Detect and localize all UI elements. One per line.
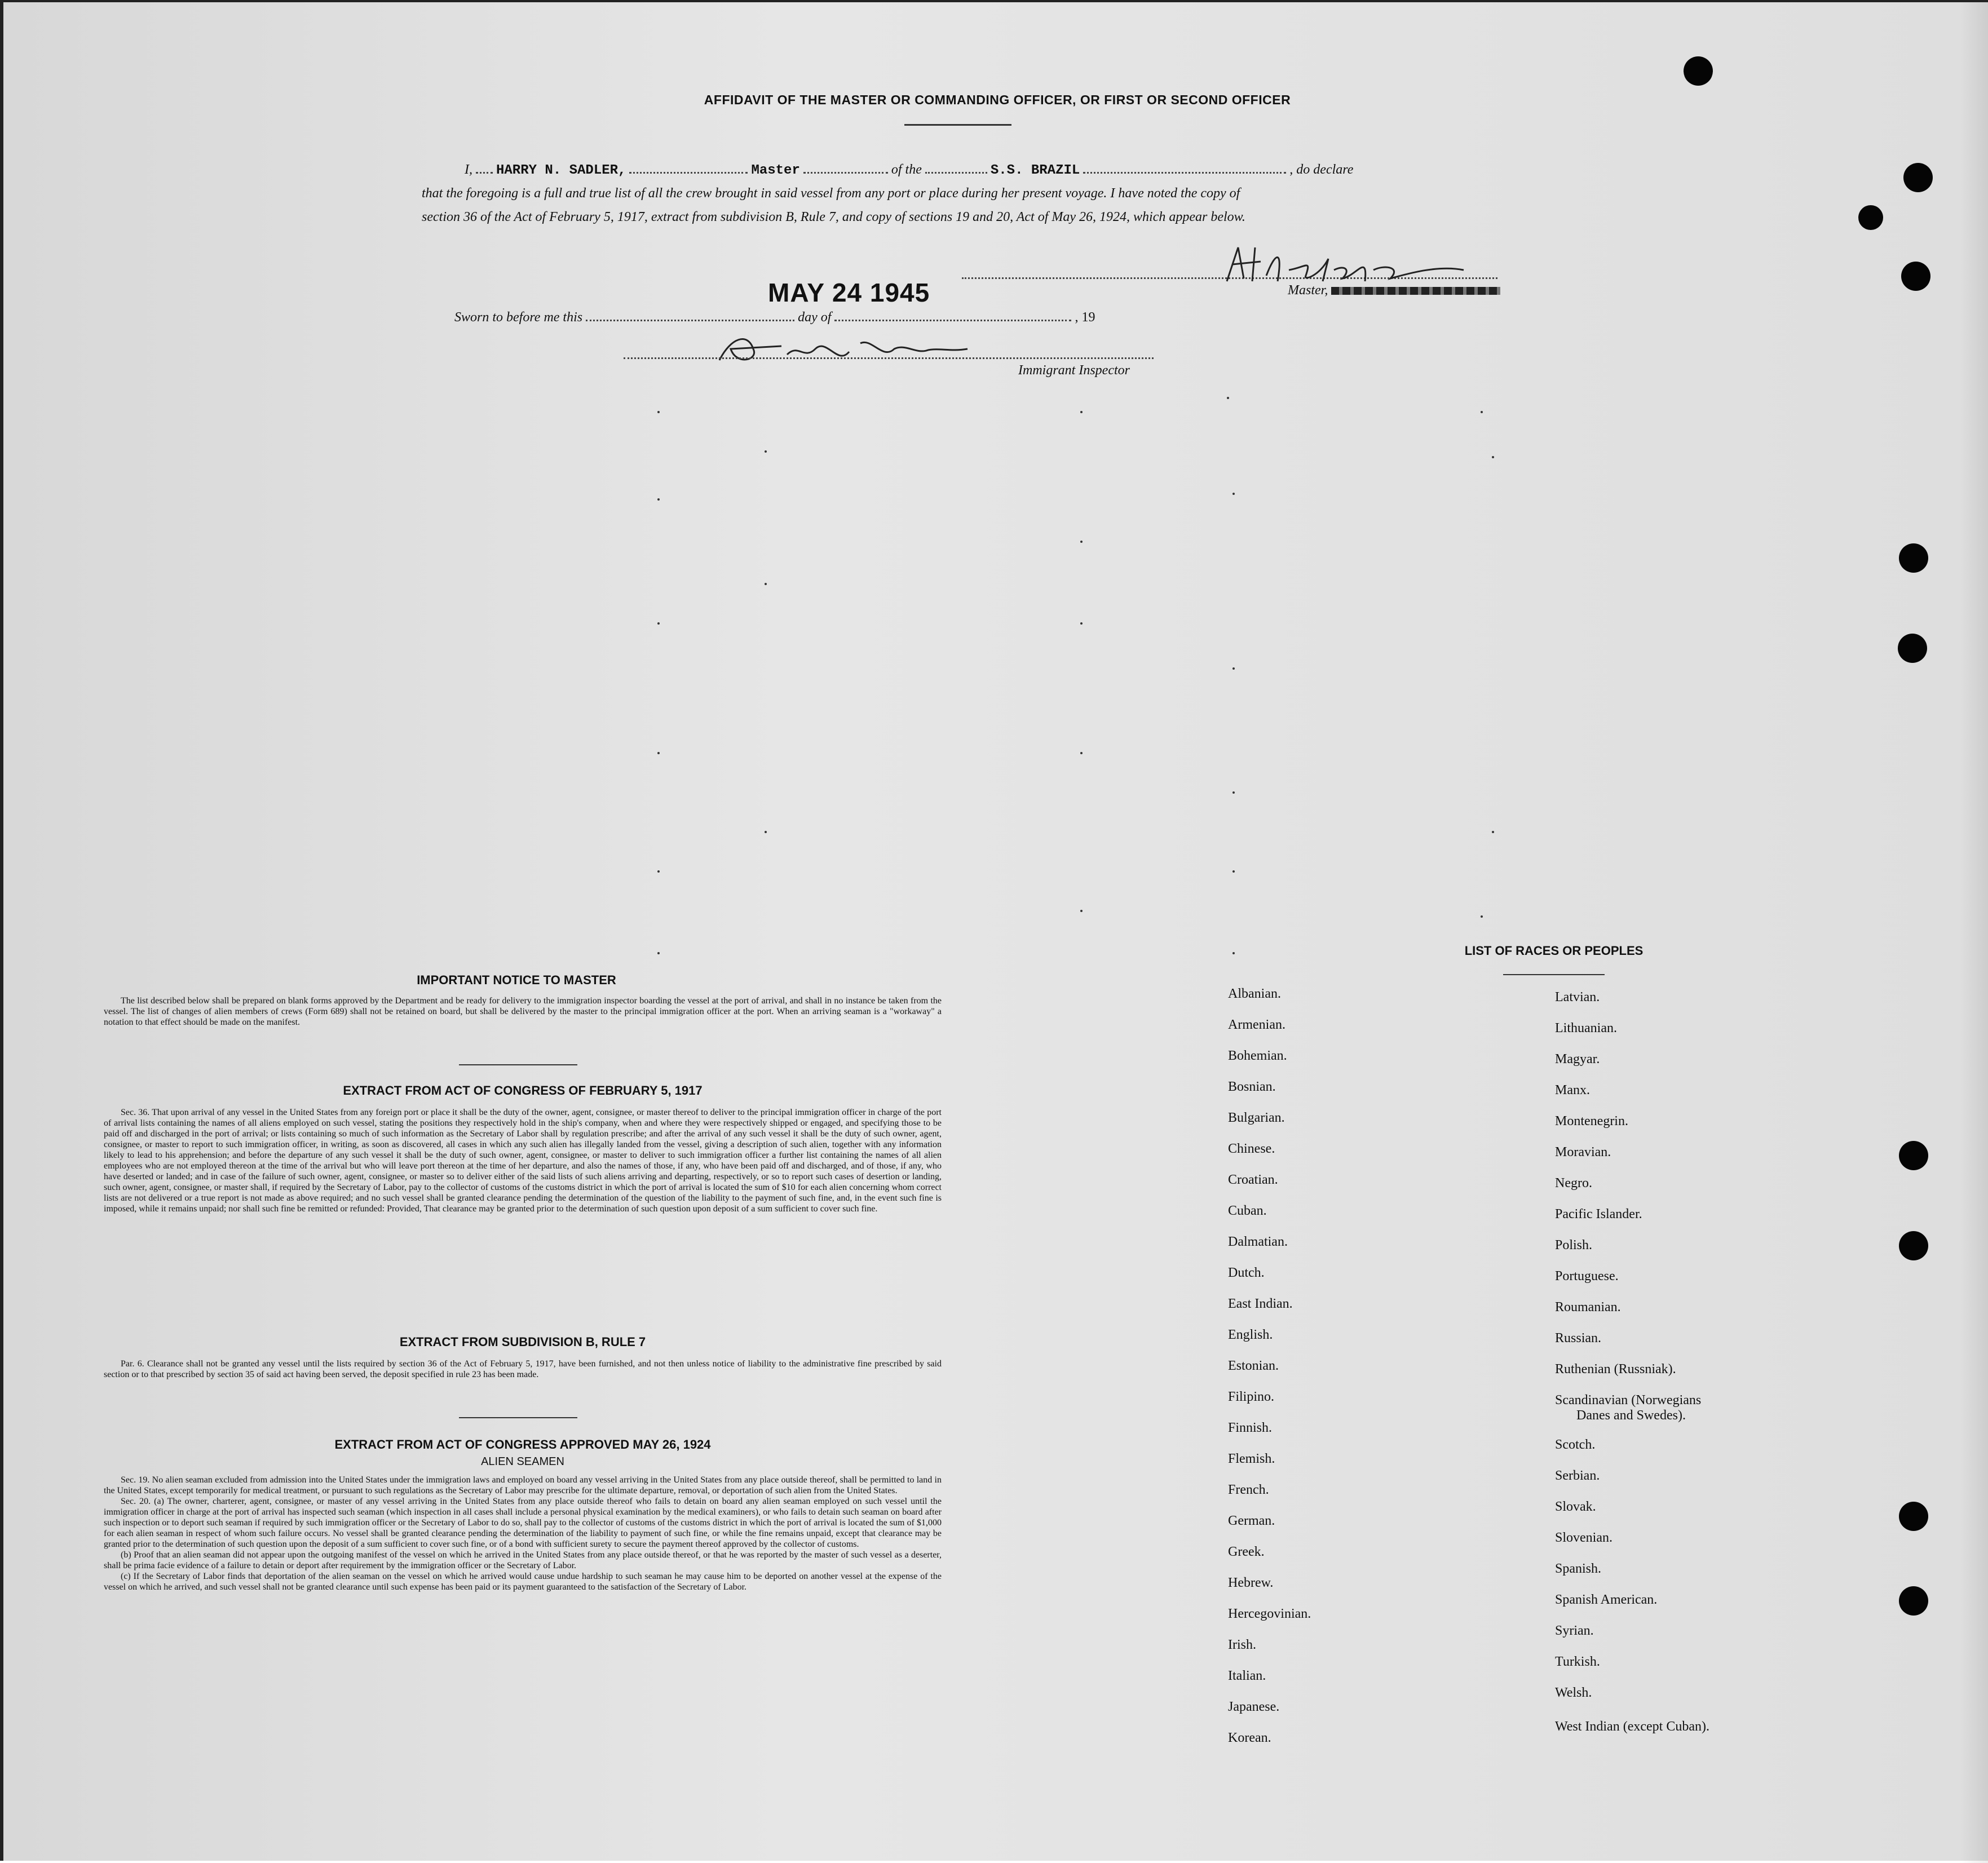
master-rank: Master [751, 163, 800, 178]
race-item: Scotch. [1555, 1437, 1596, 1452]
act-1917-text: Sec. 36. That upon arrival of any vessel in the United States from any foreign port or place it shall be the duty of the owner, agent, consignee, or master thereof to deliver to the principal immigration officer in charge of the port of arrival lists containing the names of all aliens employed on such vessel, stating the positions they respectively hold in the ship's company, when and where they were respectively shipped or engaged, and specifying those to be paid off and discharged in the port of arrival; or lists containing so much of such information as the Secretary of Labor shall by regulation prescribe; and after the arrival of any such vessel it shall be the duty of such owner, agent, consignee, or master to report to such immigration officer, in writing, as soon as discovered, all cases in which any such alien has illegally landed from the vessel, giving a description of such alien, together with any information likely to lead to his apprehension; and before the departure of any such vessel it shall be the duty of such owner, agent, consignee, or master to deliver to such immigration officer a further list containing the names of all alien employees who are not employed thereon at the time of the arrival but who will leave port thereon at the time of her departure, and also the names of those, if any, who have been paid off and discharged, and of those, if any, who have deserted or landed; and in case of the failure of such owner, agent, consignee, or master so to deliver either of the said lists of such aliens arriving and departing, respectively, or so to report such cases of desertion or landing, such owner, agent, consignee, or master shall, if required by the Secretary of Labor, pay to the collector of customs of the customs district in which the port of arrival is located the sum of $10 for each alien concerning whom correct lists are not delivered or a true report is not made as above required; and no such vessel shall be granted clearance pending the determination of the question of the liability to the payment of such fine, and, in the event such fine is imposed, while it remains unpaid; nor shall such fine be remitted or refunded: Provided, That clearance may be granted prior to the determination of such question upon deposit of a sum sufficient to cover such fine. [104, 1108, 942, 1214]
race-item: Italian. [1228, 1669, 1266, 1683]
punch-hole [1684, 56, 1713, 86]
notice-text: The list described below shall be prepared on blank forms approved by the Department and be ready for delivery to the immigration inspector boarding the vessel at the port of arrival, and shall in no instance be taken from the vessel. The list of changes of alien members of crews (Form 689) shall not be retained on board, but shall be delivered by the master to the principal immigration officer at the port. When an arriving seaman is a "workaway" a notation to that effect should be made on the manifest. [104, 996, 942, 1027]
race-item: Welsh. [1555, 1685, 1592, 1700]
rule-7-heading: EXTRACT FROM SUBDIVISION B, RULE 7 [399, 1335, 646, 1349]
date-stamp: MAY 24 1945 [768, 278, 930, 307]
race-item: Cuban. [1228, 1203, 1267, 1218]
race-item: Scandinavian (Norwegians [1555, 1393, 1702, 1408]
sec-20b-text: (b) Proof that an alien seaman did not appear upon the outgoing manifest of the vessel on which he arrived in the United States from any place outside thereof, or that he was reported by the master of such vessel as a deserter, shall be prima facie evidence of a failure to detain or deport after requirement by the immigration officer or the Secretary of Labor. [104, 1550, 942, 1570]
act-1924-heading: EXTRACT FROM ACT OF CONGRESS APPROVED MAY 26, 1924 [334, 1437, 711, 1452]
act-1924-subheading: ALIEN SEAMEN [481, 1455, 564, 1468]
punch-hole [1903, 163, 1933, 192]
race-item-continuation: Danes and Swedes). [1576, 1408, 1686, 1423]
race-item: Moravian. [1555, 1145, 1611, 1160]
sec-19-text: Sec. 19. No alien seaman excluded from admission into the United States under the immigration laws and employed on board any vessel arriving in the United States from any place outside thereof, shall be permitted to land in the United States, except temporarily for medical treatment, or pursuant to such regulations as the Secretary of Labor may prescribe for the ultimate departure, removal, or deportation of such alien from the United States. [104, 1475, 942, 1495]
rule-7-text: Par. 6. Clearance shall not be granted any vessel until the lists required by section 36 of the Act of February 5, 1917, have been furnished, and not then unless notice of liability to the administrative fine prescribed by said section or to that prescribed by section 35 of said act having been served, the deposit specified in rule 23 has been made. [104, 1359, 942, 1379]
punch-hole [1899, 1141, 1928, 1170]
declaration-line-3: section 36 of the Act of February 5, 1917, extract from subdivision B, Rule 7, and copy of sections 19 and 20, Act of May 26, 1924, which appear below. [422, 210, 1245, 224]
title-rule [904, 124, 1011, 126]
race-item: Syrian. [1555, 1623, 1594, 1638]
race-item: French. [1228, 1483, 1269, 1497]
race-item: English. [1228, 1327, 1273, 1342]
race-item: Estonian. [1228, 1358, 1279, 1373]
race-item: Finnish. [1228, 1421, 1273, 1435]
master-title-label [1288, 278, 1500, 302]
race-item: Bohemian. [1228, 1048, 1287, 1063]
race-item: Armenian. [1228, 1017, 1285, 1032]
master-label: Master, [1288, 283, 1328, 298]
race-item: Serbian. [1555, 1468, 1600, 1483]
races-heading: LIST OF RACES OR PEOPLES [1464, 944, 1644, 958]
race-item: Irish. [1228, 1638, 1256, 1652]
decl-of-the: of the [891, 162, 922, 177]
race-item: Bulgarian. [1228, 1110, 1285, 1125]
notice-heading: IMPORTANT NOTICE TO MASTER [417, 973, 616, 987]
race-item: Polish. [1555, 1238, 1593, 1253]
race-item: Bosnian. [1228, 1079, 1276, 1094]
inspector-signature [714, 326, 973, 371]
punch-hole [1899, 1586, 1928, 1616]
race-item: Manx. [1555, 1083, 1590, 1098]
sec-20c-text: (c) If the Secretary of Labor finds that deportation of the alien seaman on the vessel on which he arrived would cause undue hardship to such seaman he may cause him to be deported on another vessel at the expense of the vessel on which he arrived, and such vessel shall not be granted clearance until such expense has been paid or its payment guaranteed to the satisfaction of the Secretary of Labor. [104, 1572, 942, 1592]
race-item: Latvian. [1555, 990, 1600, 1004]
act-1917-heading: EXTRACT FROM ACT OF CONGRESS OF FEBRUARY 5, 1917 [343, 1083, 703, 1098]
race-item: Pacific Islander. [1555, 1207, 1642, 1222]
scan-edge-shade [1960, 2, 1988, 1863]
race-item: Flemish. [1228, 1452, 1275, 1466]
punch-hole [1858, 205, 1883, 230]
race-item: Dalmatian. [1228, 1234, 1288, 1249]
race-item: Negro. [1555, 1176, 1592, 1191]
race-item: Greek. [1228, 1545, 1265, 1559]
races-rule [1503, 974, 1605, 975]
race-item: Montenegrin. [1555, 1114, 1628, 1129]
punch-hole [1899, 543, 1928, 573]
race-item: Roumanian. [1555, 1300, 1621, 1315]
race-item: West Indian (except Cuban). [1555, 1719, 1709, 1734]
race-item: Magyar. [1555, 1052, 1600, 1067]
race-item: Hercegovinian. [1228, 1607, 1311, 1621]
race-item: Spanish. [1555, 1561, 1602, 1576]
race-item: Korean. [1228, 1731, 1271, 1745]
race-item: Slovenian. [1555, 1530, 1613, 1545]
race-item: Slovak. [1555, 1499, 1596, 1514]
race-item: Filipino. [1228, 1389, 1275, 1404]
sworn-day-of: day of [798, 310, 832, 325]
decl-do-declare: , do declare [1289, 162, 1354, 177]
declaration-line-2: that the foregoing is a full and true list of all the crew brought in said vessel from any port or place during her present voyage. I have noted the copy of [422, 186, 1240, 201]
race-item: Lithuanian. [1555, 1021, 1617, 1036]
decl-prefix: I, [465, 162, 472, 177]
punch-hole [1899, 1502, 1928, 1531]
struck-out-text [1331, 287, 1500, 295]
sworn-year: , 19 [1075, 310, 1095, 325]
vessel-name: S.S. BRAZIL [990, 163, 1080, 178]
race-item: Croatian. [1228, 1172, 1278, 1187]
race-item: Spanish American. [1555, 1592, 1658, 1607]
punch-hole [1898, 634, 1927, 663]
race-item: Dutch. [1228, 1265, 1265, 1280]
sec-20a-text: Sec. 20. (a) The owner, charterer, agent, consignee, or master of any vessel arriving in the United States from any place outside thereof who fails to detain on board any alien seaman employed on such vessel until the immigration officer in charge at the port of arrival has inspected such seaman (which inspection in all cases shall include a personal physical examination by the medical examiners), or who fails to detain such seaman on board after such inspection or to deport such seaman if required by such immigration officer or the Secretary of Labor to do so, shall pay to the collector of customs of the customs district in which the port of arrival is located the sum of $1,000 for each alien seaman in respect of whom such failure occurs. No vessel shall be granted clearance pending the determination of the liability to payment of such fine, or while the fine remains unpaid, except that clearance may be granted prior to the determination of such question upon the deposit of a sum sufficient to cover such fine, or of a bond with sufficient surety to secure the payment thereof approved by the collector of customs. [104, 1497, 942, 1549]
race-item: Japanese. [1228, 1700, 1280, 1714]
inspector-label: Immigrant Inspector [1018, 363, 1130, 378]
affidavit-title: AFFIDAVIT OF THE MASTER OR COMMANDING OFFICER, OR FIRST OR SECOND OFFICER [704, 92, 1291, 107]
race-item: Turkish. [1555, 1654, 1600, 1669]
race-item: Ruthenian (Russniak). [1555, 1362, 1676, 1377]
act-1924-text [104, 1475, 942, 1592]
punch-hole [1901, 262, 1930, 291]
race-item: Russian. [1555, 1331, 1602, 1346]
race-item: Albanian. [1228, 986, 1281, 1001]
race-item: German. [1228, 1514, 1275, 1528]
section-rule [459, 1064, 577, 1065]
sworn-line [454, 306, 1182, 329]
sworn-label: Sworn to before me this [454, 310, 583, 325]
race-item: East Indian. [1228, 1296, 1293, 1311]
section-rule [459, 1417, 577, 1418]
declaration-line-1 [465, 158, 1502, 182]
race-item: Chinese. [1228, 1141, 1275, 1156]
master-name: HARRY N. SADLER, [496, 163, 626, 178]
punch-hole [1899, 1231, 1928, 1260]
race-item: Portuguese. [1555, 1269, 1619, 1284]
race-item: Hebrew. [1228, 1576, 1274, 1590]
